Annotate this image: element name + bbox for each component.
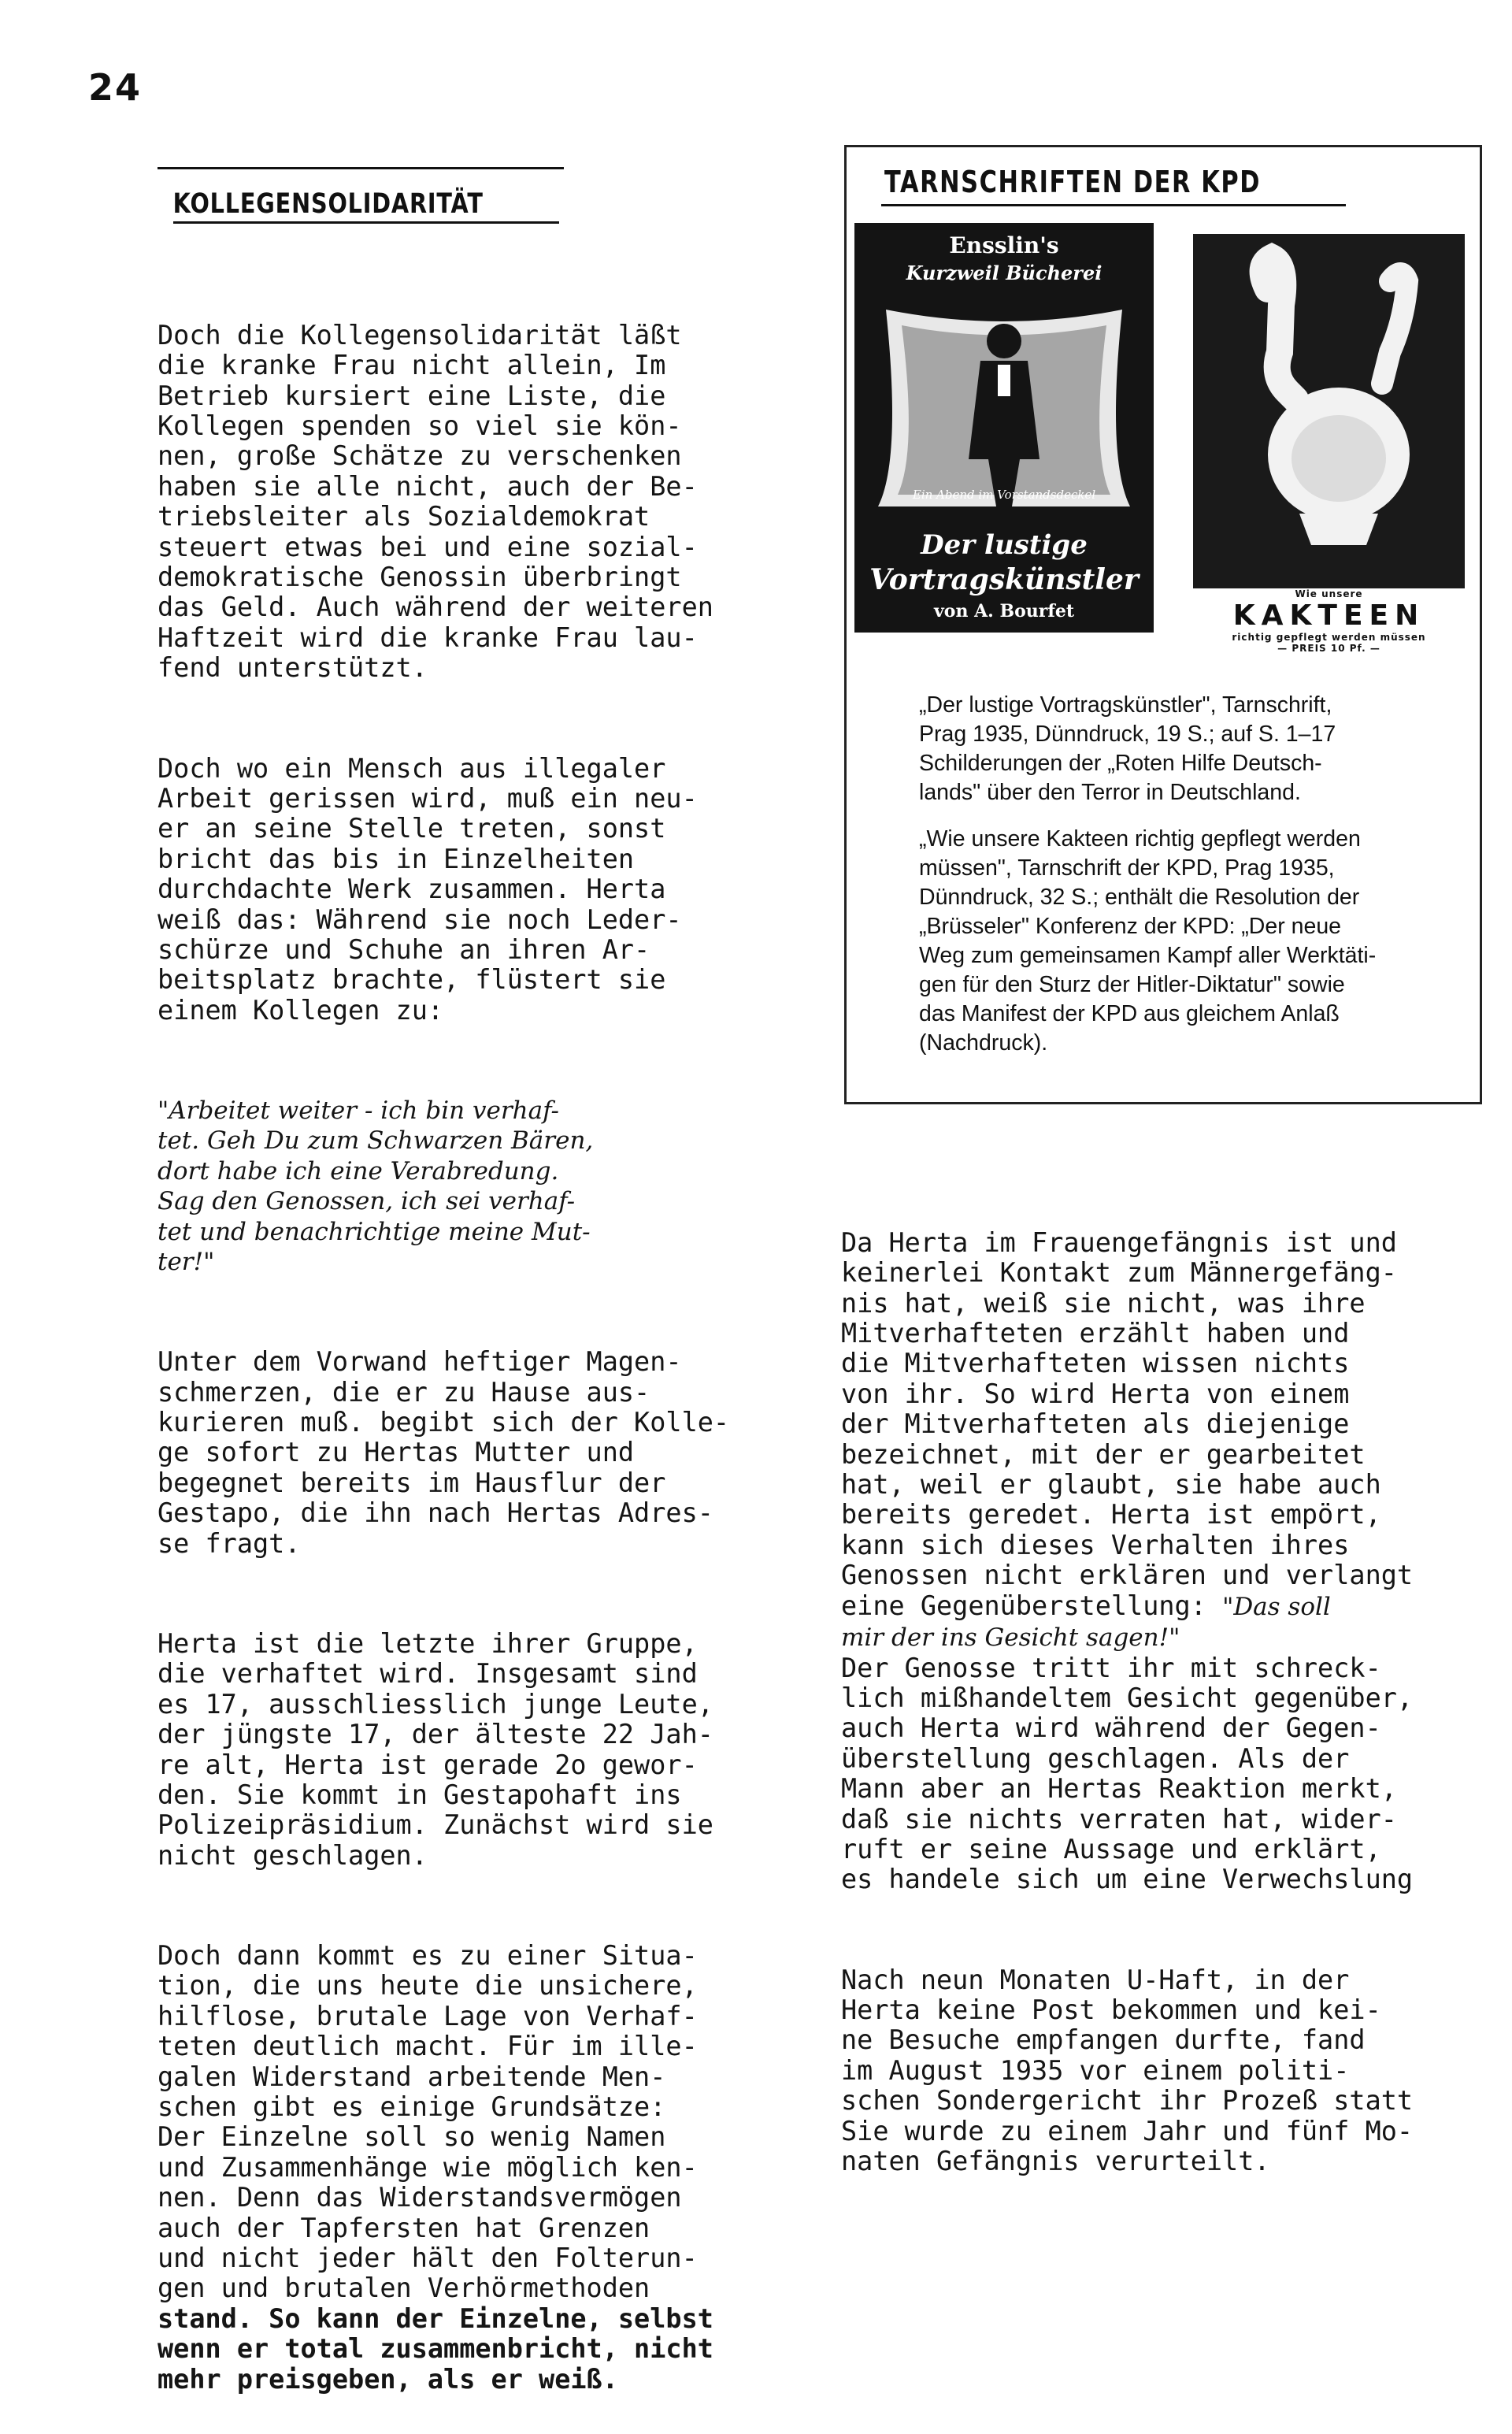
cover-publisher-1: Ensslin's bbox=[949, 232, 1059, 258]
caption-vortragskuenstler: „Der lustige Vortragskünstler", Tarnschrift, Prag 1935, Dünndruck, 19 S.; auf S. 1–17 Schilderungen der „Roten Hilfe Deutsch- lands" über den Terror in Deutschland. bbox=[919, 692, 1336, 805]
paragraph: Nach neun Monaten U-Haft, in der Herta keine Post bekommen und kei- ne Besuche empfangen durfte, fand im August 1935 vor einem politi- schen Sondergericht ihr Prozeß statt Sie wurde zu einem Jahr und fünf Mo- naten Gefängnis verurteilt. bbox=[841, 1964, 1414, 2176]
kakteen-price: — PREIS 10 Pf. — bbox=[1277, 643, 1380, 654]
paragraph: Doch wo ein Mensch aus illegaler Arbeit gerissen wird, muß ein neu- er an seine Stelle treten, sonst bricht das bis in Einzelheiten durchdachte Werk zusammen. Herta weiß das: Während sie noch Leder- schürze und Schuhe an ihren Ar- beitsplatz brachte, flüstert sie einem Kollegen zu: bbox=[158, 752, 698, 1026]
paragraph: Herta ist die letzte ihrer Gruppe, die verhaftet wird. Insgesamt sind es 17, ausschliesslich junge Leute, der jüngste 17, der älteste 22 Jah- re alt, Herta ist gerade 2o gewor- den. Sie kommt in Gestapohaft ins Polizeipräsidium. Zunächst wird sie nicht geschlagen. bbox=[158, 1627, 713, 1871]
kakteen-cover-caption bbox=[1193, 588, 1465, 654]
left-column bbox=[158, 260, 729, 2434]
paragraph: Da Herta im Frauengefängnis ist und keinerlei Kontakt zum Männergefäng- nis hat, weiß sie nicht, was ihre Mitverhafteten erzählt haben und die Mitverhafteten wissen nichts von ihr. So wird Herta von einem der Mitverhafteten als diejenige bezeichnet, mit der er gearbeitet hat, weil er glaubt, sie habe auch bereits geredet. Herta ist empört, kann sich dieses Verhalten ihres Genossen nicht erklären und verlangt eine Gegenüberstellung: "Das soll mir der ins Gesicht sagen!" Der Genosse tritt ihr mit schreck- lich mißhandeltem Gesicht gegenüber, auch Herta wird während der Gegen- überstellung geschlagen. Als der Mann aber an Hertas Reaktion merkt, daß sie nichts verraten hat, wider- ruft er seine Aussage und erklärt, es handele sich um eine Verwechslung bbox=[841, 1226, 1414, 1895]
cover-publisher-2: Kurzweil Bücherei bbox=[906, 262, 1102, 284]
illustration-box bbox=[844, 145, 1482, 1104]
page-number: 24 bbox=[88, 66, 143, 109]
quoted-message: "Arbeitet weiter - ich bin verhaf- tet. Geh Du zum Schwarzen Bären, dort habe ich eine Verabredung. Sag den Genossen, ich sei verhaf- tet und benachrichtige meine Mut- ter!" bbox=[158, 1096, 594, 1276]
book-cover-vortragskuenstler bbox=[854, 223, 1154, 633]
cover-title-1: Der lustige bbox=[921, 529, 1088, 561]
kakteen-top-small: Wie unsere bbox=[1295, 588, 1363, 599]
cover-title-2: Vortragskünstler bbox=[869, 563, 1139, 596]
book-cover-kakteen bbox=[1193, 234, 1465, 588]
section-heading bbox=[158, 167, 564, 224]
cover-banner: Ein Abend im Vorstandsdeckel bbox=[912, 488, 1096, 502]
heading-rule-bottom bbox=[173, 221, 559, 224]
section-title: KOLLEGENSOLIDARITÄT bbox=[172, 188, 484, 220]
cover-author: von A. Bourfet bbox=[934, 601, 1074, 621]
paragraph: Unter dem Vorwand heftiger Magen- schmerzen, die er zu Hause aus- kurieren muß. begibt sich der Kolle- ge sofort zu Hertas Mutter und begegnet bereits im Hausflur der Gestapo, die ihn nach Hertas Adres- se fragt. bbox=[158, 1346, 730, 1559]
kakteen-subtitle: richtig gepflegt werden müssen bbox=[1232, 632, 1426, 643]
paragraph: Doch die Kollegensolidarität läßt die kranke Frau nicht allein, Im Betrieb kursiert eine Liste, die Kollegen spenden so viel sie kön- nen, große Schätze zu verschenken haben sie alle nicht, auch der Be- triebsleiter als Sozialdemokrat steuert etwas bei und eine sozial- demokratische Genossin überbringt das Geld. Auch während der weiteren Haftzeit wird die kranke Frau lau- fend unterstützt. bbox=[158, 319, 713, 684]
box-title-rule bbox=[881, 204, 1346, 206]
kakteen-title: KAKTEEN bbox=[1232, 599, 1425, 632]
cover-illustration bbox=[854, 223, 1154, 633]
cactus-illustration bbox=[1193, 234, 1465, 588]
caption-kakteen: „Wie unsere Kakteen richtig gepflegt werden müssen", Tarnschrift der KPD, Prag 1935, Dünndruck, 32 S.; enthält die Resolution der „Brüsseler" Konferenz der KPD: „Der neue Weg zum gemeinsamen Kampf aller Werktäti- gen für den Sturz der Hitler-Diktatur" sowie das Manifest der KPD aus gleichem Anlaß (Nachdruck). bbox=[919, 826, 1377, 1056]
right-column bbox=[841, 1167, 1413, 2217]
box-title: TARNSCHRIFTEN DER KPD bbox=[884, 165, 1262, 199]
paragraph: Doch dann kommt es zu einer Situa- tion, die uns heute die unsichere, hilflose, brutale Lage von Verhaf- teten deutlich macht. Für im ille- galen Widerstand arbeitende Men- schen gibt es einige Grundsätze: Der Einzelne soll so wenig Namen und Zusammenhänge wie möglich ken- nen. Denn das Widerstandsvermögen auch der Tapfersten hat Grenzen und nicht jeder hält den Folterun- gen und brutalen Verhörmethoden stand. So kann der Einzelne, selbst wenn er total zusammenbricht, nicht mehr preisgeben, als er weiß. bbox=[158, 1939, 713, 2395]
